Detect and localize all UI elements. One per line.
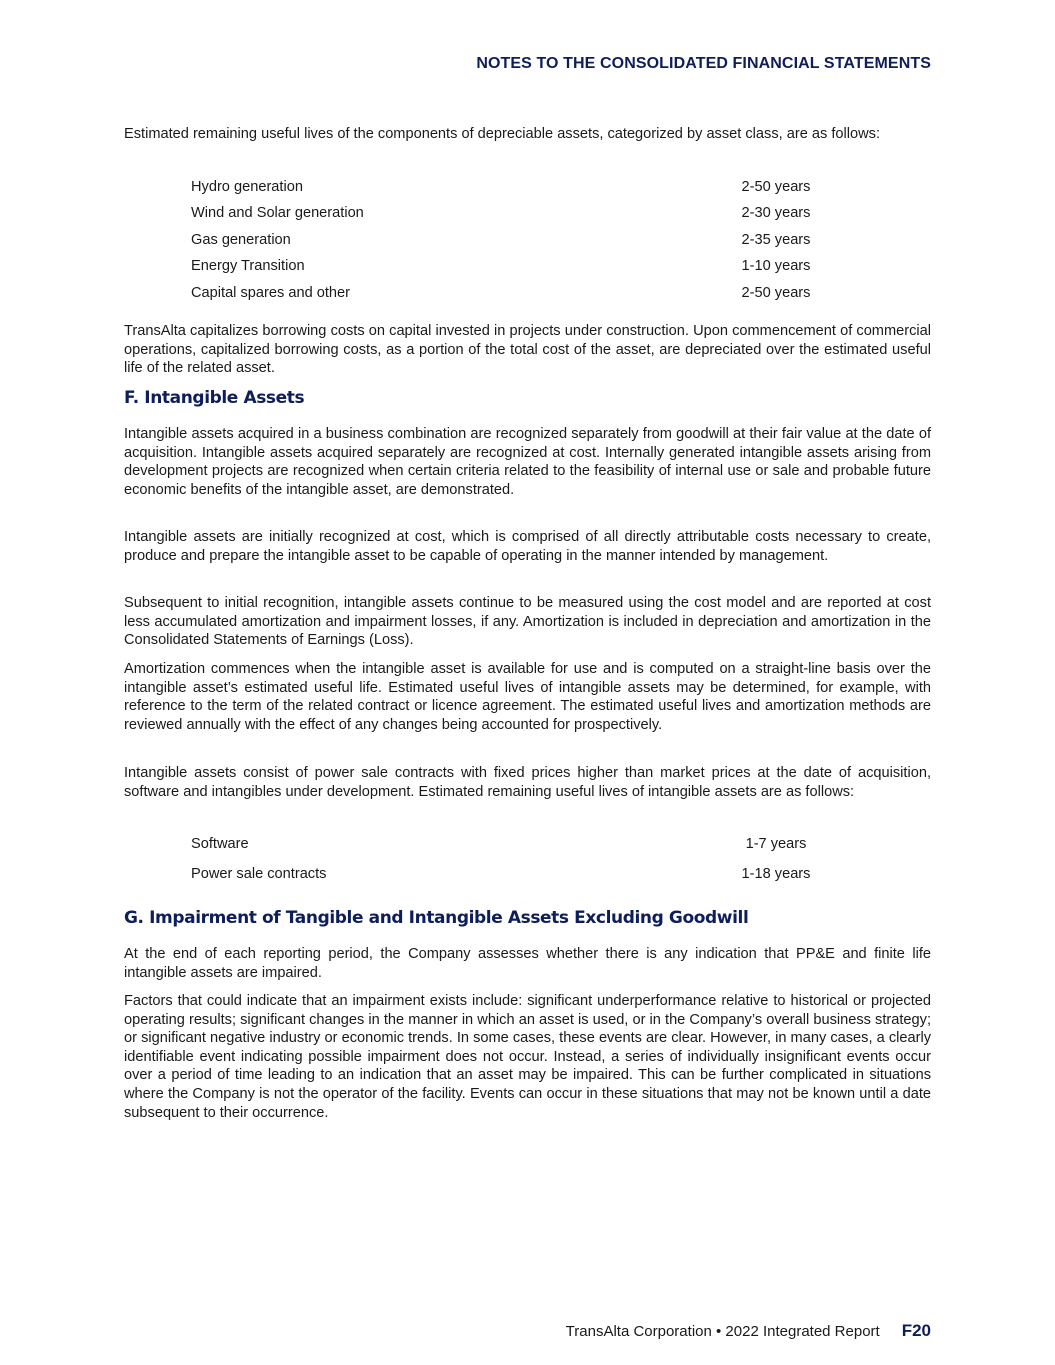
asset-class: Power sale contracts bbox=[191, 866, 327, 882]
report-title: TransAlta Corporation • 2022 Integrated Report bbox=[565, 1323, 880, 1340]
section-f-heading: F. Intangible Assets bbox=[124, 388, 305, 408]
useful-life: 2-50 years bbox=[741, 179, 811, 195]
asset-class: Energy Transition bbox=[191, 258, 305, 275]
section-f-paragraph: Amortization commences when the intangible asset is available for use and is computed on a straight-line basis over the intangible asset’s estimated useful life. Estimated useful lives of intangible assets may be determined, for example, with reference to the term of the related contract or licence agreement. The estimated useful lives and amortization methods are reviewed annually with the effect of any changes being accounted for prospectively. bbox=[124, 661, 931, 733]
section-g-paragraph: Factors that could indicate that an impairment exists include: significant underperformance relative to historical or projected operating results; significant changes in the manner in which an asset is used, or in the Company’s overall business strategy; or significant negative industry or economic trends. In some cases, these events are clear. However, in many cases, a clearly identifiable event indicating possible impairment does not occur. Instead, a series of individually insignificant events occur over a period of time leading to an indication that an asset may be impaired. This can be further complicated in situations where the Company is not the operator of the facility. Events can occur in these situations that may not be known until a date subsequent to their occurrence. bbox=[124, 993, 931, 1121]
useful-life: 1-10 years bbox=[741, 258, 811, 275]
asset-class: Hydro generation bbox=[191, 179, 303, 195]
section-f-paragraph: Intangible assets consist of power sale contracts with fixed prices higher than market prices at the date of acquisition, software and intangibles under development. Estimated remaining useful lives of intangible assets are as follows: bbox=[124, 765, 931, 800]
page-number: F20 bbox=[901, 1321, 931, 1340]
asset-class: Gas generation bbox=[191, 231, 291, 248]
table-row bbox=[191, 232, 826, 258]
useful-life: 1-18 years bbox=[741, 866, 811, 882]
section-f-paragraph: Subsequent to initial recognition, intangible assets continue to be measured using the cost model and are reported at cost less accumulated amortization and impairment losses, if any. Amortization is included in depreciation and amortization in the Consolidated Statements of Earnings (Loss). bbox=[124, 595, 931, 649]
table-row bbox=[191, 258, 826, 284]
table-row bbox=[191, 866, 826, 896]
table-row bbox=[191, 836, 826, 866]
table-row bbox=[191, 285, 826, 311]
useful-life: 2-50 years bbox=[741, 284, 811, 301]
useful-life: 2-30 years bbox=[741, 205, 811, 222]
useful-life: 2-35 years bbox=[741, 231, 811, 248]
page-header: NOTES TO THE CONSOLIDATED FINANCIAL STATEMENTS bbox=[476, 55, 931, 72]
section-f-paragraph: Intangible assets acquired in a business combination are recognized separately from goodwill at their fair value at the date of acquisition. Intangible assets acquired separately are recognized at cost. Internally generated intangible assets arising from development projects are recognized when certain criteria related to the feasibility of internal use or sale and probable future economic benefits of the intangible asset, are demonstrated. bbox=[124, 426, 931, 498]
section-g-paragraph: At the end of each reporting period, the Company assesses whether there is any indication that PP&E and finite life intangible assets are impaired. bbox=[124, 946, 931, 981]
table-row bbox=[191, 179, 826, 205]
table-row bbox=[191, 205, 826, 231]
depreciable-assets-table bbox=[191, 179, 826, 311]
borrowing-costs-paragraph: TransAlta capitalizes borrowing costs on capital invested in projects under construction. Upon commencement of commercial operations, capitalized borrowing costs, as a portion of the total cost of the asset, are depreciated over the estimated useful life of the related asset. bbox=[124, 323, 931, 377]
page-footer bbox=[566, 1321, 931, 1341]
asset-class: Wind and Solar generation bbox=[191, 205, 364, 222]
section-g-heading: G. Impairment of Tangible and Intangible Assets Excluding Goodwill bbox=[124, 908, 749, 928]
intangible-lives-table bbox=[191, 836, 826, 896]
intro-paragraph: Estimated remaining useful lives of the components of depreciable assets, categorized by asset class, are as follows: bbox=[124, 126, 881, 142]
section-f-paragraph: Intangible assets are initially recognized at cost, which is comprised of all directly attributable costs necessary to create, produce and prepare the intangible asset to be capable of operating in the manner intended by management. bbox=[124, 529, 931, 564]
useful-life: 1-7 years bbox=[745, 836, 807, 852]
asset-class: Software bbox=[191, 836, 249, 852]
asset-class: Capital spares and other bbox=[191, 284, 351, 301]
